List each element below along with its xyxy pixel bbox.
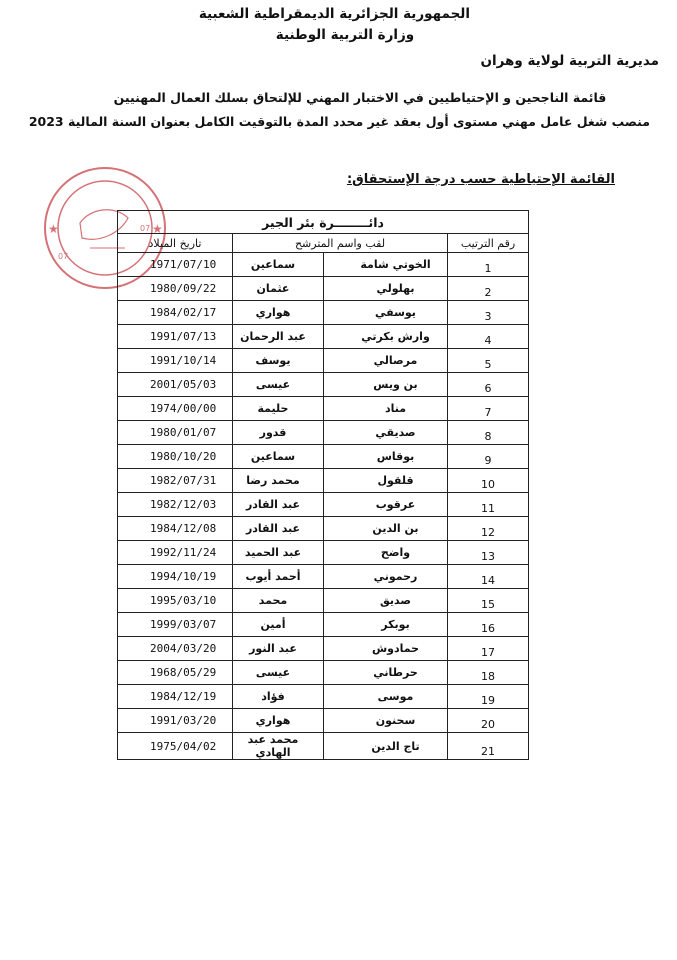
first-name-cell: سماعين [233, 253, 324, 277]
table-row [118, 613, 529, 637]
last-name-cell: مناد [324, 397, 448, 421]
table-row [118, 397, 529, 421]
table-row [118, 565, 529, 589]
ministry-heading: وزارة التربية الوطنية [275, 27, 415, 43]
first-name-cell: محمد [233, 589, 324, 613]
rank-column-header: رقم الترتيب [448, 234, 529, 253]
birth-date-cell: 1980/01/07 [118, 421, 233, 445]
last-name-cell: عرقوب [324, 493, 448, 517]
rank-cell: 10 [448, 469, 529, 493]
rank-cell: 9 [448, 445, 529, 469]
reserve-candidates-table [117, 210, 529, 760]
birth-date-cell: 1980/09/22 [118, 277, 233, 301]
last-name-cell: بوبكر [324, 613, 448, 637]
document-title-line-1: قائمة الناجحين و الإحتياطيين في الاختبار المهني للإلتحاق بسلك العمال المهنيين [113, 90, 607, 105]
last-name-cell: موسى [324, 685, 448, 709]
last-name-cell: بن الدين [324, 517, 448, 541]
first-name-cell: عثمان [233, 277, 324, 301]
first-name-cell: عبد القادر [233, 493, 324, 517]
last-name-cell: حرطاني [324, 661, 448, 685]
rank-cell: 6 [448, 373, 529, 397]
birth-date-cell: 1984/12/08 [118, 517, 233, 541]
table-row [118, 589, 529, 613]
last-name-cell: الخوتي شامة [324, 253, 448, 277]
rank-cell: 13 [448, 541, 529, 565]
first-name-cell: عيسى [233, 661, 324, 685]
svg-text:07: 07 [58, 252, 69, 261]
first-name-cell: يوسف [233, 349, 324, 373]
directorate-heading: مديرية التربية لولاية وهران [480, 53, 659, 69]
last-name-cell: وارش بكرتي [324, 325, 448, 349]
rank-cell: 16 [448, 613, 529, 637]
birth-date-cell: 1984/02/17 [118, 301, 233, 325]
table-row [118, 493, 529, 517]
table-row [118, 421, 529, 445]
birth-date-cell: 2001/05/03 [118, 373, 233, 397]
first-name-cell: فؤاد [233, 685, 324, 709]
birth-date-cell: 1982/12/03 [118, 493, 233, 517]
table-row [118, 373, 529, 397]
rank-cell: 18 [448, 661, 529, 685]
rank-cell: 5 [448, 349, 529, 373]
rank-cell: 21 [448, 733, 529, 760]
first-name-cell: هواري [233, 301, 324, 325]
table-row [118, 325, 529, 349]
reserve-list-subtitle: القائمة الإحتياطية حسب درجة الإستحقاق: [346, 172, 615, 187]
last-name-cell: بهلولي [324, 277, 448, 301]
rank-cell: 11 [448, 493, 529, 517]
table-row [118, 685, 529, 709]
last-name-cell: تاج الدين [324, 733, 448, 760]
first-name-cell: حليمة [233, 397, 324, 421]
last-name-cell: صديقي [324, 421, 448, 445]
birth-date-cell: 1982/07/31 [118, 469, 233, 493]
table-row [118, 637, 529, 661]
first-name-cell: عبد النور [233, 637, 324, 661]
last-name-cell: بن ويس [324, 373, 448, 397]
republic-heading: الجمهورية الجزائرية الديمقراطية الشعبية [198, 6, 470, 22]
first-name-cell: عيسى [233, 373, 324, 397]
birth-date-cell: 1980/10/20 [118, 445, 233, 469]
rank-cell: 7 [448, 397, 529, 421]
birth-date-cell: 1968/05/29 [118, 661, 233, 685]
district-header: دائــــــــرة بئر الجير [118, 211, 529, 234]
birth-date-cell: 1991/03/20 [118, 709, 233, 733]
first-name-cell: قدور [233, 421, 324, 445]
birth-date-cell: 1994/10/19 [118, 565, 233, 589]
last-name-cell: مرصالي [324, 349, 448, 373]
first-name-cell: أمين [233, 613, 324, 637]
rank-cell: 12 [448, 517, 529, 541]
document-title-line-2: منصب شغل عامل مهني مستوى أول بعقد غير محدد المدة بالتوقيت الكامل بعنوان السنة المالية 2023 [28, 114, 650, 129]
table-row [118, 301, 529, 325]
last-name-cell: صديق [324, 589, 448, 613]
first-name-cell: محمد عبد الهادي [233, 733, 324, 760]
table-row [118, 349, 529, 373]
birth-date-cell: 1974/00/00 [118, 397, 233, 421]
last-name-cell: حمادوش [324, 637, 448, 661]
last-name-cell: بوقاس [324, 445, 448, 469]
table-row [118, 445, 529, 469]
last-name-cell: سحنون [324, 709, 448, 733]
first-name-cell: أحمد أيوب [233, 565, 324, 589]
last-name-cell: يوسفي [324, 301, 448, 325]
rank-cell: 20 [448, 709, 529, 733]
rank-cell: 17 [448, 637, 529, 661]
table-row [118, 253, 529, 277]
table-row [118, 709, 529, 733]
table-row [118, 541, 529, 565]
first-name-cell: سماعين [233, 445, 324, 469]
last-name-cell: قلقول [324, 469, 448, 493]
birth-date-cell: 1999/03/07 [118, 613, 233, 637]
svg-text:★: ★ [152, 222, 163, 236]
rank-cell: 19 [448, 685, 529, 709]
birth-date-cell: 1991/10/14 [118, 349, 233, 373]
birth-date-cell: 1971/07/10 [118, 253, 233, 277]
first-name-cell: عبد القادر [233, 517, 324, 541]
rank-cell: 14 [448, 565, 529, 589]
first-name-cell: هواري [233, 709, 324, 733]
rank-cell: 8 [448, 421, 529, 445]
birth-date-cell: 1992/11/24 [118, 541, 233, 565]
birth-date-cell: 1995/03/10 [118, 589, 233, 613]
table-row [118, 517, 529, 541]
rank-cell: 2 [448, 277, 529, 301]
rank-cell: 4 [448, 325, 529, 349]
table-row [118, 469, 529, 493]
last-name-cell: واضح [324, 541, 448, 565]
first-name-cell: محمد رضا [233, 469, 324, 493]
first-name-cell: عبد الحميد [233, 541, 324, 565]
rank-cell: 3 [448, 301, 529, 325]
name-column-header: لقب واسم المترشح [233, 234, 448, 253]
rank-cell: 15 [448, 589, 529, 613]
dob-column-header: تاريخ الميلاد [118, 234, 233, 253]
first-name-cell: عبد الرحمان [233, 325, 324, 349]
svg-text:07: 07 [140, 224, 151, 233]
last-name-cell: رحموني [324, 565, 448, 589]
birth-date-cell: 2004/03/20 [118, 637, 233, 661]
birth-date-cell: 1984/12/19 [118, 685, 233, 709]
birth-date-cell: 1975/04/02 [118, 733, 233, 760]
rank-cell: 1 [448, 253, 529, 277]
birth-date-cell: 1991/07/13 [118, 325, 233, 349]
table-row [118, 661, 529, 685]
table-row [118, 277, 529, 301]
table-row [118, 733, 529, 760]
svg-text:★: ★ [48, 222, 59, 236]
